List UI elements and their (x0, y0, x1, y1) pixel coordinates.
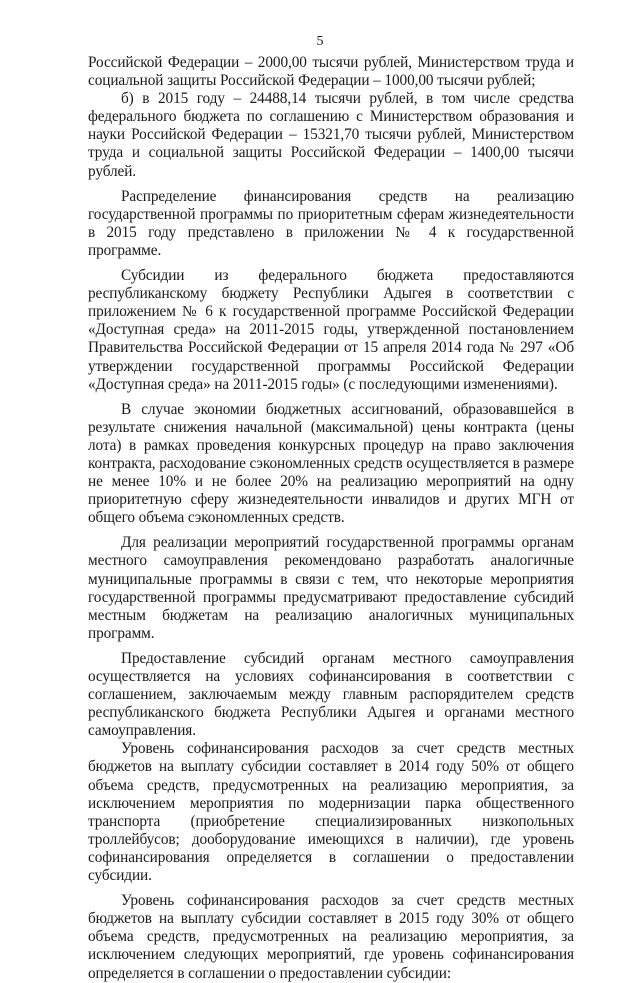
paragraph-3: Распределение финансирования средств на реализацию государственной программы по приоритетным сферам жизнедеятельности в 2015 году представлено в приложении № 4 к государственной программе. (88, 187, 574, 259)
paragraph-2: б) в 2015 году – 24488,14 тысячи рублей, в том числе средства федерального бюджета по соглашению с Министерством образования и науки Российской Федерации – 15321,70 тысячи рублей, Министерством труда и социальной защиты Российской Федерации – 1400,00 тысячи рублей. (88, 90, 574, 180)
paragraph-6: Для реализации мероприятий государственной программы органам местного самоуправления рекомендовано разработать аналогичные муниципальные программы в связи с тем, что некоторые мероприятия государственной программы предусматривают предоставление субсидий местным бюджетам на реализацию аналогичных муниципальных программ. (88, 534, 574, 642)
paragraph-9: Уровень софинансирования расходов за счет средств местных бюджетов на выплату субсидии составляет в 2015 году 30% от общего объема средств, предусмотренных на реализацию мероприятия, за исключением следующих мероприятий, где уровень софинансирования определяется в соглашении о предоставлении субсидии: (88, 892, 574, 982)
paragraph-4: Субсидии из федерального бюджета предоставляются республиканскому бюджету Республики Адыгея в соответствии с приложением № 6 к государственной программе Российской Федерации «Доступная среда» на 2011-2015 годы, утвержденной постановлением Правительства Российской Федерации от 15 апреля 2014 года № 297 «Об утверждении государственной программы Российской Федерации «Доступная среда» на 2011-2015 годы» (с последующими изменениями). (88, 267, 574, 393)
page-number: 5 (316, 34, 324, 49)
paragraph-5: В случае экономии бюджетных ассигнований, образовавшейся в результате снижения начальной (максимальной) цены контракта (цены лота) в рамках проведения конкурсных процедур на право заключения контракта, расходование сэкономленных средств осуществляется в размере не менее 10% и не более 20% на реализацию мероприятий на одну приоритетную сферу жизнедеятельности инвалидов и других МГН от общего объема сэкономленных средств. (88, 400, 574, 527)
paragraph-1: Российской Федерации – 2000,00 тысячи рублей, Министерством труда и социальной защиты Российской Федерации – 1000,00 тысячи рублей; (88, 54, 574, 90)
document-body (88, 54, 574, 983)
paragraph-8: Уровень софинансирования расходов за счет средств местных бюджетов на выплату субсидии составляет в 2014 году 50% от общего объема средств, предусмотренных на реализацию мероприятия, за исключением мероприятия по модернизации парка общественного транспорта (приобретение специализированных низкопольных троллейбусов; дооборудование имеющихся в наличии), где уровень софинансирования определяется в соглашении о предоставлении субсидии. (88, 740, 574, 885)
paragraph-7: Предоставление субсидий органам местного самоуправления осуществляется на условиях софинансирования в соответствии с соглашением, заключаемым между главным распорядителем средств республиканского бюджета Республики Адыгея и органами местного самоуправления. (88, 649, 574, 740)
